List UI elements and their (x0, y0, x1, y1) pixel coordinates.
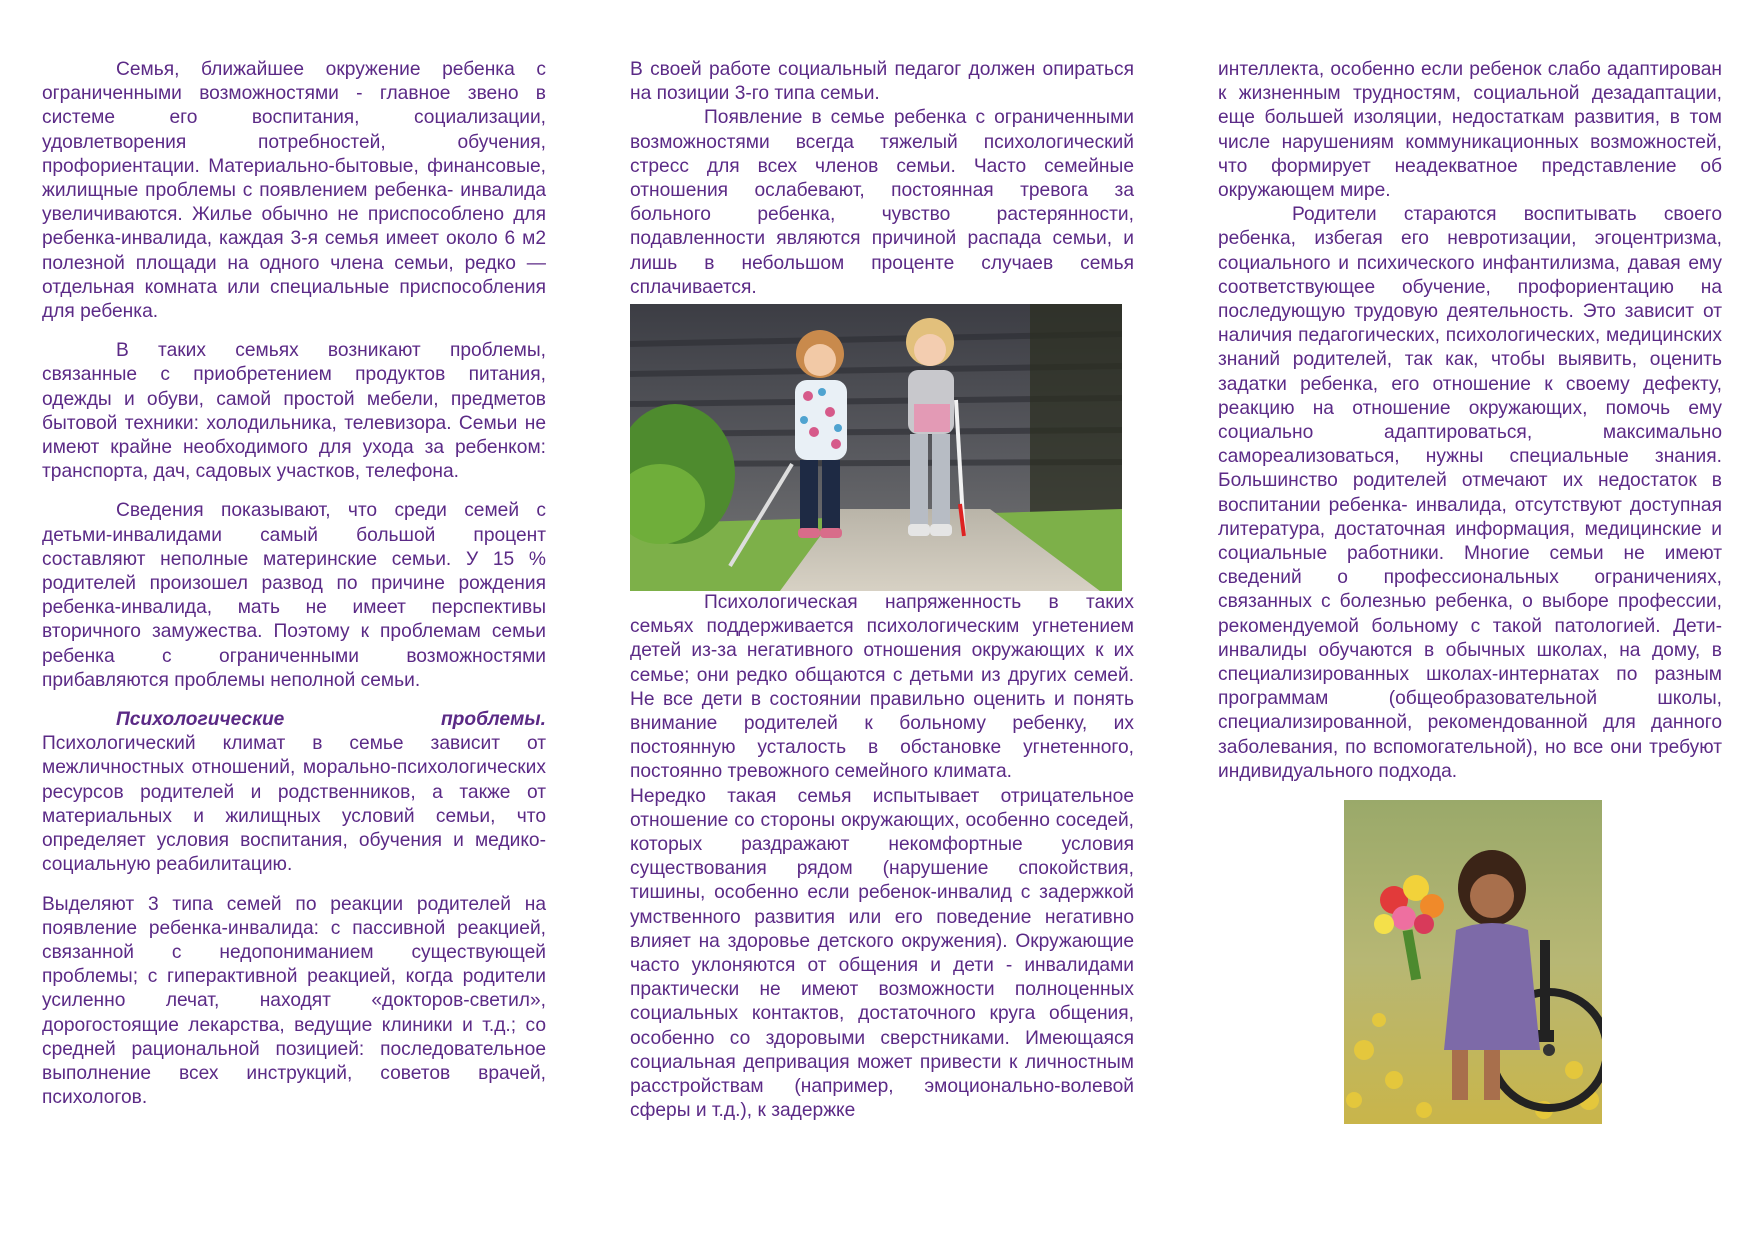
paragraph: В своей работе социальный педагог должен опираться на позиции 3-го типа семьи. (630, 59, 1134, 105)
photo-girl-wheelchair (1344, 800, 1602, 1124)
paragraph: Появление в семье ребенка с ограниченными возможностями всегда тяжелый психологический стресс для всех членов семьи. Часто семейные отношения ослабевают, постоянная тревога за больного ребенка, чувство растерянности, подавленности являются причиной распада семьи, и лишь в небольшом проценте случаев семья сплачивается. (630, 107, 1134, 298)
column-left (42, 58, 546, 1110)
paragraph: Нередко такая семья испытывает отрицательное отношение со стороны окружающих, особенно соседей, которых раздражают некомфортные условия существования рядом (нарушение спокойствия, тишины, особенно если ребенок-инвалид с задержкой умственного развития или его поведение негативно влияет на здоровье детского окружения). Окружающие часто уклоняются от общения и дети - инвалидами практически не имеют возможности полноценных социальных контактов, достаточного круга общения, особенно со здоровыми сверстниками. Имеющаяся социальная депривация может привести к личностным расстройствам (например, эмоционально-волевой сферы и т.д.), к задержке (630, 785, 1134, 1122)
girl-wheelchair-image (1344, 800, 1602, 1124)
photo-two-girls (630, 304, 1122, 591)
two-girls-image (630, 304, 1122, 591)
section-heading: Психологические проблемы. (116, 709, 546, 731)
paragraph: Сведения показывают, что среди семей с детьми-инвалидами самый большой процент составляют неполные материнские семьи. У 15 % родителей произошел развод по причине рождения ребенка-инвалида, мать не имеет перспективы вторичного замужества. Поэтому к проблемам семьи ребенка с ограниченными возможностями прибавляются проблемы неполной семьи. (42, 500, 546, 691)
paragraph: Родители стараются воспитывать своего ребенка, избегая его невротизации, эгоцентризма, социального и психического инфантилизма, давая ему соответствующее обучение, профориентацию на последующую трудовую деятельность. Это зависит от наличия педагогических, психологических, медицинских знаний родителей, так как, чтобы выявить, оценить задатки ребенка, его отношение к своему дефекту, реакцию на отношение окружающих, помочь ему социально адаптироваться, максимально самореализоваться, нужны специальные знания. Большинство родителей отмечают их недостаток в воспитании ребенка- инвалида, отсутствуют доступная литература, достаточная информация, медицинские и социальные работники. Многие семьи не имеют сведений о профессиональных ограничениях, связанных с болезнью ребенка, о выборе профессии, рекомендуемой больному с такой патологией. Дети- инвалиды обучаются в обычных школах, на дому, в специализированных школах-интернатах по разным программам (общеобразовательной школы, специализированной, рекомендованной для данного заболевания, по вспомогательной), но все они требуют индивидуального подхода. (1218, 204, 1722, 782)
paragraph: В таких семьях возникают проблемы, связанные с приобретением продуктов питания, одежды и обуви, самой простой мебели, предметов бытовой техники: холодильника, телевизора. Семьи не имеют крайне необходимого для ухода за ребенком: транспорта, дач, садовых участков, телефона. (42, 340, 546, 483)
column-middle (630, 58, 1134, 1124)
paragraph: интеллекта, особенно если ребенок слабо адаптирован к жизненным трудностям, социальной дезадаптации, еще большей изоляции, недостаткам развития, в том числе нарушениям коммуникационных возможностей, что формирует неадекватное представление об окружающем мире. (1218, 59, 1722, 202)
paragraph: Психологический климат в семье зависит от межличностных отношений, морально-психологических ресурсов родителей и родственников, а также от материальных и жилищных условий семьи, что определяет условия воспитания, обучения и медико-социальную реабилитацию. (42, 733, 546, 876)
paragraph: Выделяют 3 типа семей по реакции родителей на появление ребенка-инвалида: с пассивной реакцией, связанной с недопониманием существующей проблемы; с гиперактивной реакцией, когда родители усиленно лечат, находят «докторов-светил», дорогостоящие лекарства, ведущие клиники и т.д.; со средней рациональной позицией: последовательное выполнение всех инструкций, советов врачей, психологов. (42, 893, 546, 1109)
paragraph: Психологическая напряженность в таких семьях поддерживается психологическим угнетением детей из-за негативного отношения окружающих к их семье; они редко общаются с детьми из других семей. Не все дети в состоянии правильно оценить и понять внимание родителей к больному ребенку, их постоянную усталость в обстановке угнетенного, постоянно тревожного семейного климата. (630, 592, 1134, 783)
paragraph: Семья, ближайшее окружение ребенка с ограниченными возможностями - главное звено в системе его воспитания, социализации, удовлетворения потребностей, обучения, профориентации. Материально-бытовые, финансовые, жилищные проблемы с появлением ребенка- инвалида увеличиваются. Жилье обычно не приспособлено для ребенка-инвалида, каждая 3-я семья имеет около 6 м2 полезной площади на одного члена семьи, редко — отдельная комната или специальные приспособления для ребенка. (42, 59, 546, 323)
column-right (1218, 58, 1722, 1124)
